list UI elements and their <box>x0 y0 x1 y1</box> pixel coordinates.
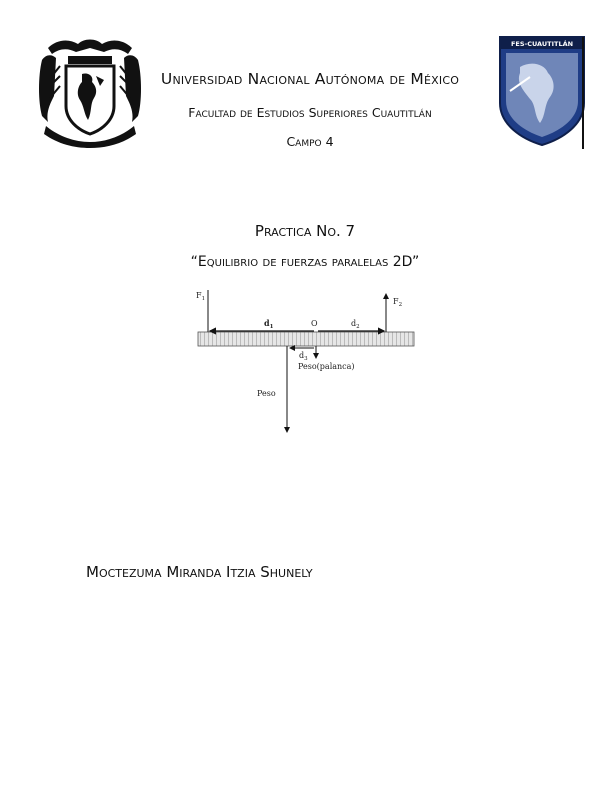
fes-cuautitlan-logo <box>496 33 588 149</box>
f2-label: $F_2$ <box>393 297 403 308</box>
f1-label: $F_1$ <box>196 291 206 302</box>
author-name: Moctezuma Miranda Itzia Shunely <box>86 563 313 581</box>
lever-beam <box>198 332 414 346</box>
experiment-title: “Equilibrio de fuerzas paralelas 2D” <box>190 254 420 270</box>
parallel-forces-diagram <box>196 282 418 436</box>
university-name: Universidad Nacional Autónoma de México <box>160 70 460 88</box>
d1-label: $d_1$ <box>264 318 274 330</box>
campus-name: Campo 4 <box>286 134 334 149</box>
d3-label: $d_3$ <box>299 351 308 362</box>
practice-number: Practica No. 7 <box>254 222 356 240</box>
unam-seal-logo <box>38 36 142 150</box>
lever-weight-label: Peso(palanca) <box>298 362 355 371</box>
pivot-o-label: O <box>311 319 318 328</box>
svg-text:FES-CUAUTITLÁN: FES-CUAUTITLÁN <box>510 40 574 48</box>
d2-label: $d_2$ <box>351 319 360 330</box>
faculty-name: Facultad de Estudios Superiores Cuautitlán <box>188 105 432 120</box>
weight-label: Peso <box>257 389 276 398</box>
